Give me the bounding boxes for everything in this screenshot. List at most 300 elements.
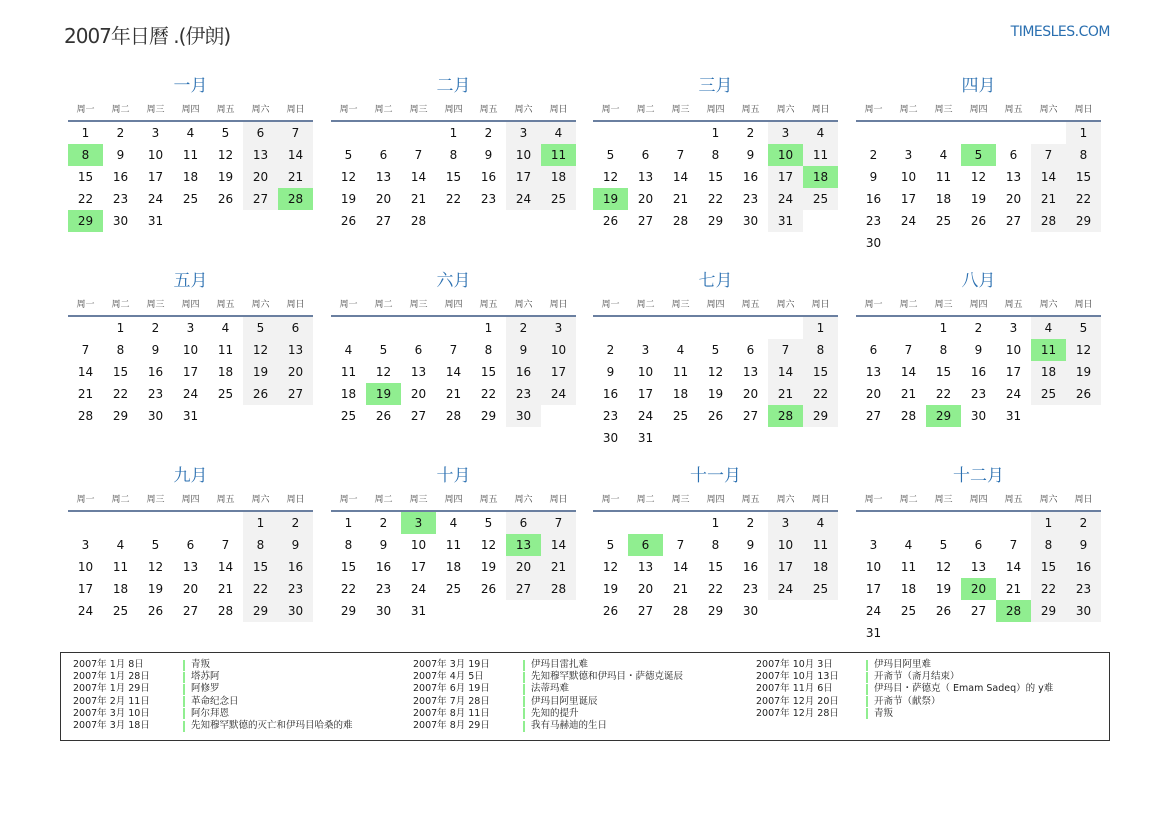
holiday-day-cell: 13 — [506, 534, 541, 556]
month-block — [68, 464, 313, 622]
day-cell: 24 — [637, 409, 654, 423]
day-cell: 2 — [379, 516, 388, 530]
day-cell: 31 — [1005, 409, 1022, 423]
legend-holiday-name: 先知穆罕默德和伊玛目・萨德克诞辰 — [531, 671, 684, 683]
day-cell: 1 — [243, 512, 278, 534]
weekday-label: 周二 — [636, 299, 655, 310]
day-cell: 22 — [1066, 188, 1101, 210]
empty-cell — [68, 317, 103, 339]
weekday-label: 周三 — [671, 104, 690, 115]
weekday-label: 周五 — [479, 104, 498, 115]
day-cell: 6 — [278, 317, 313, 339]
day-cell: 8 — [116, 343, 125, 357]
holiday-marker — [866, 708, 868, 719]
day-cell: 26 — [147, 604, 164, 618]
empty-cell — [436, 317, 471, 339]
day-cell: 4 — [541, 122, 576, 144]
day-cell: 14 — [1005, 560, 1022, 574]
legend-column-2 — [413, 659, 683, 732]
weekday-label: 周五 — [741, 494, 760, 505]
day-cell: 20 — [182, 582, 199, 596]
day-cell: 21 — [410, 192, 427, 206]
day-cell: 21 — [445, 387, 462, 401]
day-cell: 15 — [77, 170, 94, 184]
day-cell: 28 — [1031, 210, 1066, 232]
legend-item — [413, 683, 683, 695]
holiday-day-cell: 28 — [996, 600, 1031, 622]
day-cell: 9 — [869, 170, 878, 184]
day-cell: 24 — [865, 604, 882, 618]
holiday-day-cell: 19 — [366, 383, 401, 405]
day-cell: 2 — [974, 321, 983, 335]
day-cell: 5 — [484, 516, 493, 530]
day-cell: 13 — [865, 365, 882, 379]
day-cell: 19 — [217, 170, 234, 184]
day-cell: 8 — [243, 534, 278, 556]
weekday-label: 周四 — [444, 299, 463, 310]
day-cell: 6 — [746, 343, 755, 357]
day-cell: 30 — [742, 604, 759, 618]
weekday-label: 周一 — [601, 494, 620, 505]
day-cell: 1 — [116, 321, 125, 335]
day-cell: 23 — [112, 192, 129, 206]
empty-cell — [698, 317, 733, 339]
day-cell: 23 — [742, 582, 759, 596]
day-cell: 17 — [900, 192, 917, 206]
weekday-label: 周一 — [76, 104, 95, 115]
weekday-label: 周四 — [706, 104, 725, 115]
day-cell: 1 — [711, 126, 720, 140]
day-cell: 12 — [217, 148, 234, 162]
day-cell: 9 — [116, 148, 125, 162]
day-cell: 15 — [935, 365, 952, 379]
holiday-marker — [183, 696, 185, 707]
day-cell: 28 — [672, 214, 689, 228]
empty-cell — [891, 122, 926, 144]
day-cell: 26 — [480, 582, 497, 596]
day-cell: 13 — [637, 560, 654, 574]
weekday-label: 周日 — [811, 494, 830, 505]
day-cell: 7 — [414, 148, 423, 162]
legend-holiday-name: 塔苏阿 — [191, 671, 220, 683]
holiday-marker — [866, 696, 868, 707]
day-cell: 21 — [541, 556, 576, 578]
day-cell: 23 — [602, 409, 619, 423]
legend-date: 2007年 8月 29日 — [413, 719, 490, 731]
day-cell: 22 — [1031, 578, 1066, 600]
day-cell: 9 — [974, 343, 983, 357]
day-cell: 12 — [147, 560, 164, 574]
day-cell: 30 — [506, 405, 541, 427]
weekday-label: 周四 — [706, 299, 725, 310]
legend-holiday-name: 伊玛目阿里诞辰 — [531, 695, 598, 707]
day-cell: 1 — [1066, 122, 1101, 144]
day-cell: 25 — [803, 188, 838, 210]
day-cell: 6 — [379, 148, 388, 162]
day-cell: 31 — [865, 626, 882, 640]
day-cell: 2 — [746, 126, 755, 140]
day-cell: 28 — [410, 214, 427, 228]
day-cell: 6 — [186, 538, 195, 552]
day-cell: 26 — [707, 409, 724, 423]
day-grid — [856, 122, 1101, 254]
empty-cell — [331, 317, 366, 339]
weekday-header — [68, 98, 313, 118]
weekday-label: 周四 — [969, 494, 988, 505]
day-grid — [68, 512, 313, 622]
day-cell: 17 — [410, 560, 427, 574]
empty-cell — [733, 317, 768, 339]
weekday-label: 周二 — [899, 299, 918, 310]
day-cell: 12 — [602, 170, 619, 184]
day-cell: 14 — [672, 560, 689, 574]
empty-cell — [173, 512, 208, 534]
day-cell: 29 — [707, 604, 724, 618]
month-name: 十月 — [436, 466, 471, 486]
weekday-label: 周五 — [216, 494, 235, 505]
day-cell: 14 — [278, 144, 313, 166]
day-cell: 19 — [935, 582, 952, 596]
day-cell: 25 — [541, 188, 576, 210]
day-cell: 30 — [278, 600, 313, 622]
day-cell: 21 — [1005, 582, 1022, 596]
day-cell: 20 — [506, 556, 541, 578]
day-cell: 18 — [340, 387, 357, 401]
day-cell: 7 — [278, 122, 313, 144]
empty-cell — [926, 122, 961, 144]
day-cell: 11 — [182, 148, 199, 162]
weekday-label: 周五 — [741, 104, 760, 115]
weekday-label: 周三 — [146, 299, 165, 310]
empty-cell — [593, 317, 628, 339]
day-cell: 10 — [182, 343, 199, 357]
day-cell: 26 — [970, 214, 987, 228]
day-cell: 1 — [939, 321, 948, 335]
weekday-label: 周一 — [76, 494, 95, 505]
day-cell: 19 — [147, 582, 164, 596]
day-cell: 29 — [112, 409, 129, 423]
day-cell: 3 — [541, 317, 576, 339]
legend-date: 2007年 1月 29日 — [73, 683, 150, 695]
day-cell: 27 — [278, 383, 313, 405]
day-cell: 20 — [243, 166, 278, 188]
day-cell: 30 — [112, 214, 129, 228]
day-cell: 23 — [742, 192, 759, 206]
holiday-marker — [523, 672, 525, 683]
legend-item — [413, 708, 683, 720]
weekday-label: 周三 — [934, 104, 953, 115]
day-cell: 18 — [803, 556, 838, 578]
day-cell: 14 — [1031, 166, 1066, 188]
day-cell: 12 — [375, 365, 392, 379]
legend-date: 2007年 12月 28日 — [756, 707, 839, 719]
day-cell: 16 — [865, 192, 882, 206]
empty-cell — [856, 512, 891, 534]
weekday-header — [856, 98, 1101, 118]
weekday-label: 周六 — [514, 104, 533, 115]
day-cell: 15 — [1031, 556, 1066, 578]
weekday-label: 周四 — [444, 104, 463, 115]
day-cell: 14 — [77, 365, 94, 379]
legend-holiday-name: 先知的提升 — [531, 707, 579, 719]
weekday-label: 周三 — [671, 494, 690, 505]
day-cell: 17 — [506, 166, 541, 188]
empty-cell — [628, 317, 663, 339]
day-cell: 25 — [672, 409, 689, 423]
legend-date: 2007年 3月 10日 — [73, 707, 150, 719]
day-cell: 17 — [182, 365, 199, 379]
legend-date: 2007年 1月 28日 — [73, 671, 150, 683]
day-cell: 12 — [707, 365, 724, 379]
day-cell: 27 — [375, 214, 392, 228]
weekday-label: 周四 — [444, 494, 463, 505]
day-cell: 4 — [221, 321, 230, 335]
holiday-marker — [523, 721, 525, 732]
month-block — [856, 74, 1101, 254]
empty-cell — [856, 317, 891, 339]
empty-cell — [663, 512, 698, 534]
day-cell: 14 — [445, 365, 462, 379]
holiday-day-cell: 29 — [68, 210, 103, 232]
day-cell: 13 — [278, 339, 313, 361]
legend-item — [73, 671, 353, 683]
legend-holiday-name: 伊玛目・萨德克（ Emam Sadeq）的 y难 — [874, 683, 1054, 695]
holiday-marker — [523, 660, 525, 671]
day-cell: 14 — [410, 170, 427, 184]
weekday-label: 周二 — [111, 494, 130, 505]
weekday-label: 周一 — [601, 299, 620, 310]
day-cell: 12 — [480, 538, 497, 552]
day-cell: 28 — [77, 409, 94, 423]
day-cell: 12 — [935, 560, 952, 574]
legend-item — [413, 659, 683, 671]
day-cell: 17 — [77, 582, 94, 596]
day-cell: 15 — [1066, 166, 1101, 188]
month-name: 八月 — [961, 271, 996, 291]
day-cell: 26 — [935, 604, 952, 618]
day-cell: 18 — [445, 560, 462, 574]
weekday-label: 周三 — [146, 104, 165, 115]
day-cell: 26 — [243, 383, 278, 405]
month-block — [593, 464, 838, 622]
day-cell: 27 — [182, 604, 199, 618]
holiday-marker — [183, 708, 185, 719]
day-cell: 7 — [1009, 538, 1018, 552]
legend-holiday-name: 青叛 — [191, 659, 211, 670]
weekday-label: 周一 — [864, 299, 883, 310]
day-cell: 11 — [803, 144, 838, 166]
month-name: 九月 — [173, 466, 208, 486]
holiday-marker — [183, 660, 185, 671]
day-cell: 3 — [768, 122, 803, 144]
day-grid — [856, 512, 1101, 644]
day-cell: 4 — [116, 538, 125, 552]
day-cell: 7 — [1031, 144, 1066, 166]
day-cell: 8 — [711, 538, 720, 552]
empty-cell — [366, 122, 401, 144]
day-cell: 22 — [803, 383, 838, 405]
day-cell: 10 — [77, 560, 94, 574]
day-cell: 22 — [340, 582, 357, 596]
day-cell: 3 — [768, 512, 803, 534]
day-cell: 15 — [707, 170, 724, 184]
day-cell: 7 — [768, 339, 803, 361]
empty-cell — [996, 122, 1031, 144]
legend-holiday-name: 青叛 — [874, 707, 894, 719]
day-cell: 10 — [506, 144, 541, 166]
day-cell: 5 — [939, 538, 948, 552]
day-cell: 20 — [278, 361, 313, 383]
day-cell: 1 — [81, 126, 90, 140]
day-cell: 18 — [182, 170, 199, 184]
weekday-label: 周一 — [601, 104, 620, 115]
legend-item — [73, 659, 353, 671]
legend-item — [73, 720, 353, 732]
weekday-label: 周四 — [706, 494, 725, 505]
legend-holiday-name: 阿修罗 — [191, 683, 220, 695]
empty-cell — [856, 122, 891, 144]
legend-item — [756, 696, 1053, 708]
legend-item — [73, 708, 353, 720]
weekday-label: 周二 — [374, 494, 393, 505]
day-cell: 24 — [182, 387, 199, 401]
empty-cell — [401, 122, 436, 144]
empty-cell — [768, 317, 803, 339]
day-cell: 22 — [77, 192, 94, 206]
weekday-header — [331, 293, 576, 313]
empty-cell — [628, 122, 663, 144]
day-cell: 31 — [637, 431, 654, 445]
day-cell: 18 — [217, 365, 234, 379]
empty-cell — [663, 122, 698, 144]
day-cell: 4 — [186, 126, 195, 140]
weekday-header — [856, 293, 1101, 313]
weekday-label: 周二 — [899, 104, 918, 115]
legend-date: 2007年 3月 18日 — [73, 719, 150, 731]
month-block — [331, 464, 576, 622]
weekday-label: 周二 — [374, 299, 393, 310]
day-cell: 26 — [1066, 383, 1101, 405]
day-cell: 22 — [707, 582, 724, 596]
day-cell: 27 — [410, 409, 427, 423]
day-cell: 3 — [641, 343, 650, 357]
day-cell: 29 — [1066, 210, 1101, 232]
day-cell: 19 — [1066, 361, 1101, 383]
day-cell: 5 — [344, 148, 353, 162]
day-cell: 21 — [77, 387, 94, 401]
day-cell: 13 — [637, 170, 654, 184]
day-cell: 1 — [449, 126, 458, 140]
holiday-day-cell: 10 — [768, 144, 803, 166]
day-cell: 11 — [340, 365, 357, 379]
day-cell: 29 — [803, 405, 838, 427]
day-cell: 22 — [243, 578, 278, 600]
day-cell: 6 — [641, 148, 650, 162]
empty-cell — [926, 512, 961, 534]
day-cell: 28 — [672, 604, 689, 618]
legend-item — [756, 671, 1053, 683]
day-cell: 11 — [935, 170, 952, 184]
day-cell: 8 — [344, 538, 353, 552]
day-cell: 30 — [375, 604, 392, 618]
day-cell: 23 — [375, 582, 392, 596]
day-cell: 3 — [869, 538, 878, 552]
legend-date: 2007年 6月 19日 — [413, 683, 490, 695]
day-cell: 18 — [672, 387, 689, 401]
day-cell: 12 — [602, 560, 619, 574]
day-cell: 25 — [182, 192, 199, 206]
legend-holiday-name: 开斋节（斋月结束） — [874, 671, 960, 683]
empty-cell — [331, 122, 366, 144]
day-cell: 5 — [379, 343, 388, 357]
holiday-day-cell: 28 — [278, 188, 313, 210]
day-cell: 18 — [900, 582, 917, 596]
day-cell: 25 — [217, 387, 234, 401]
day-cell: 26 — [375, 409, 392, 423]
day-cell: 2 — [869, 148, 878, 162]
legend-holiday-name: 我有马赫迪的生日 — [531, 719, 608, 731]
day-cell: 16 — [278, 556, 313, 578]
day-cell: 20 — [865, 387, 882, 401]
day-cell: 5 — [711, 343, 720, 357]
day-cell: 5 — [1066, 317, 1101, 339]
weekday-label: 周日 — [286, 299, 305, 310]
empty-cell — [103, 512, 138, 534]
day-cell: 15 — [340, 560, 357, 574]
legend-column-1 — [73, 659, 353, 732]
site-brand[interactable]: TIMESLES.COM — [1010, 24, 1110, 40]
weekday-label: 周五 — [216, 104, 235, 115]
day-grid — [331, 317, 576, 427]
weekday-label: 周日 — [811, 299, 830, 310]
day-cell: 23 — [1066, 578, 1101, 600]
day-cell: 29 — [340, 604, 357, 618]
day-grid — [593, 317, 838, 449]
day-cell: 6 — [869, 343, 878, 357]
weekday-label: 周六 — [251, 299, 270, 310]
day-cell: 10 — [147, 148, 164, 162]
day-cell: 9 — [379, 538, 388, 552]
day-cell: 24 — [768, 578, 803, 600]
day-cell: 31 — [147, 214, 164, 228]
weekday-header — [331, 98, 576, 118]
legend-date: 2007年 11月 6日 — [756, 683, 833, 695]
day-cell: 8 — [449, 148, 458, 162]
empty-cell — [593, 122, 628, 144]
day-cell: 10 — [865, 560, 882, 574]
empty-cell — [628, 512, 663, 534]
day-cell: 13 — [182, 560, 199, 574]
day-grid — [68, 317, 313, 427]
day-grid — [856, 317, 1101, 427]
weekday-label: 周三 — [934, 299, 953, 310]
day-cell: 8 — [939, 343, 948, 357]
day-cell: 18 — [1031, 361, 1066, 383]
day-cell: 4 — [904, 538, 913, 552]
day-grid — [68, 122, 313, 232]
weekday-header — [593, 488, 838, 508]
weekday-header — [593, 293, 838, 313]
day-cell: 15 — [707, 560, 724, 574]
holiday-day-cell: 28 — [768, 405, 803, 427]
month-block — [593, 74, 838, 232]
day-cell: 1 — [711, 516, 720, 530]
day-grid — [593, 122, 838, 232]
legend-date: 2007年 12月 20日 — [756, 695, 839, 707]
weekday-label: 周六 — [776, 299, 795, 310]
day-cell: 20 — [637, 192, 654, 206]
day-cell: 11 — [900, 560, 917, 574]
